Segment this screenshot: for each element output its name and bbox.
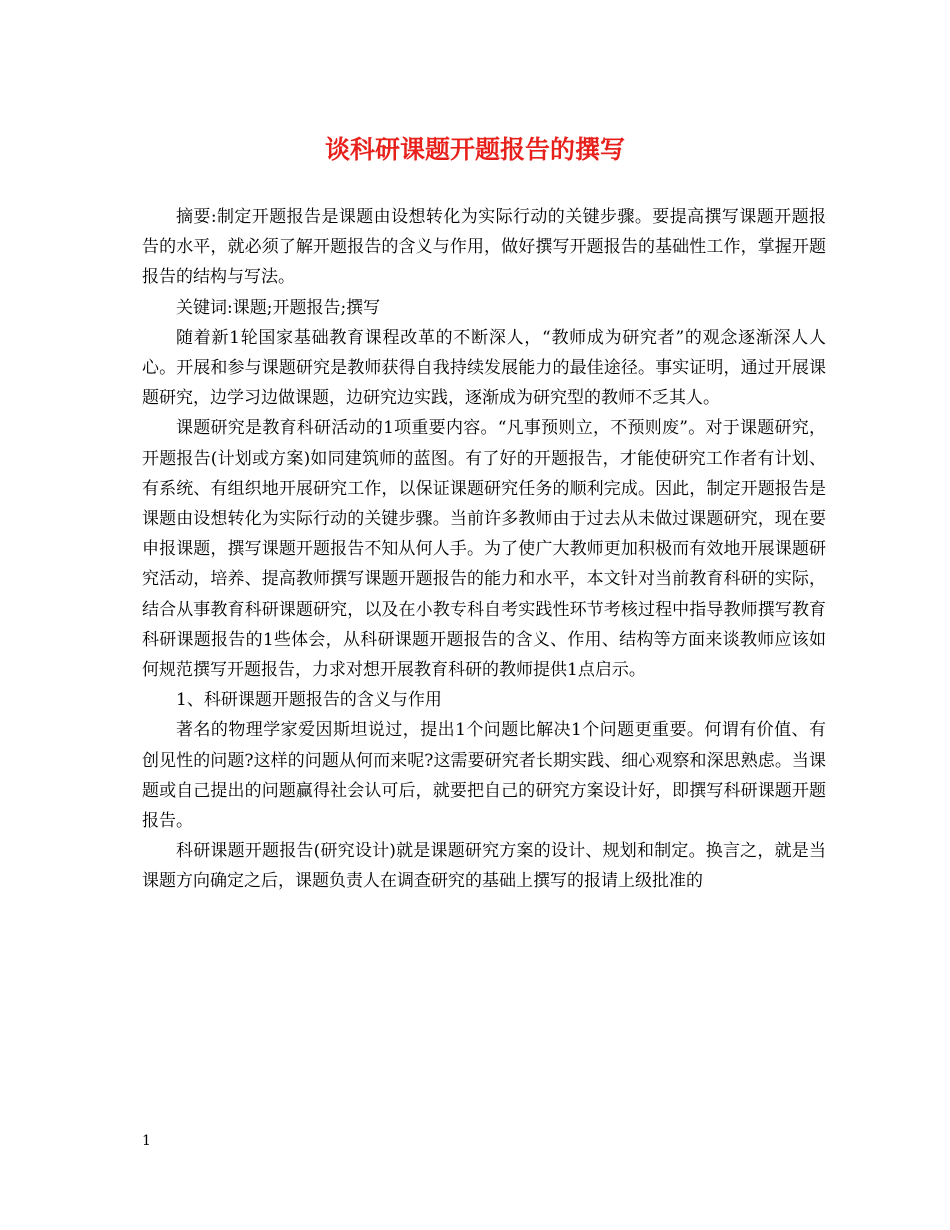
document-title: 谈科研课题开题报告的撰写 — [324, 135, 625, 164]
keywords-paragraph: 关键词:课题;开题报告;撰写 — [176, 297, 381, 318]
body-paragraph: 课题研究是教育科研活动的1项重要内容。“凡事预则立，不预则废”。对于课题研究，开题报告(计划或方案)如同建筑师的蓝图。有了好的开题报告，才能使研究工作者有计划、有系统、有组织地开展研究工作，以保证课题研究任务的顺利完成。因此，制定开题报告是课题由设想转化为实际行动的关键步骤。当前许多教师由于过去从未做过课题研究，现在要申报课题，撰写课题开题报告不知从何人手。为了使广大教师更加积极而有效地开展课题研究活动，培养、提高教师撰写课题开题报告的能力和水平，本文针对当前教育科研的实际，结合从事教育科研课题研究，以及在小教专科自考实践性环节考核过程中指导教师撰写教育科研课题报告的1些体会，从科研课题开题报告的含义、作用、结构等方面来谈教师应该如何规范撰写开题报告，力求对想开展教育科研的教师提供1点启示。 — [142, 418, 826, 681]
document-body — [142, 202, 826, 897]
section-heading: 1、科研课题开题报告的含义与作用 — [176, 690, 442, 711]
page-number: 1 — [142, 1133, 151, 1149]
body-paragraph: 科研课题开题报告(研究设计)就是课题研究方案的设计、规划和制定。换言之，就是当课题方向确定之后，课题负责人在调查研究的基础上撰写的报请上级批准的 — [142, 841, 826, 892]
body-paragraph: 随着新1轮国家基础教育课程改革的不断深人，“教师成为研究者”的观念逐渐深人人心。开展和参与课题研究是教师获得自我持续发展能力的最佳途径。事实证明，通过开展课题研究，边学习边做课题，边研究边实践，逐渐成为研究型的教师不乏其人。 — [142, 327, 826, 409]
body-paragraph: 著名的物理学家爱因斯坦说过，提出1个问题比解决1个问题更重要。何谓有价值、有创见性的问题?这样的问题从何而来呢?这需要研究者长期实践、细心观察和深思熟虑。当课题或自己提出的问题赢得社会认可后，就要把自己的研究方案设计好，即撰写科研课题开题报告。 — [142, 720, 826, 832]
abstract-paragraph: 摘要:制定开题报告是课题由设想转化为实际行动的关键步骤。要提高撰写课题开题报告的水平，就必须了解开题报告的含义与作用，做好撰写开题报告的基础性工作，掌握开题报告的结构与写法。 — [142, 207, 826, 288]
